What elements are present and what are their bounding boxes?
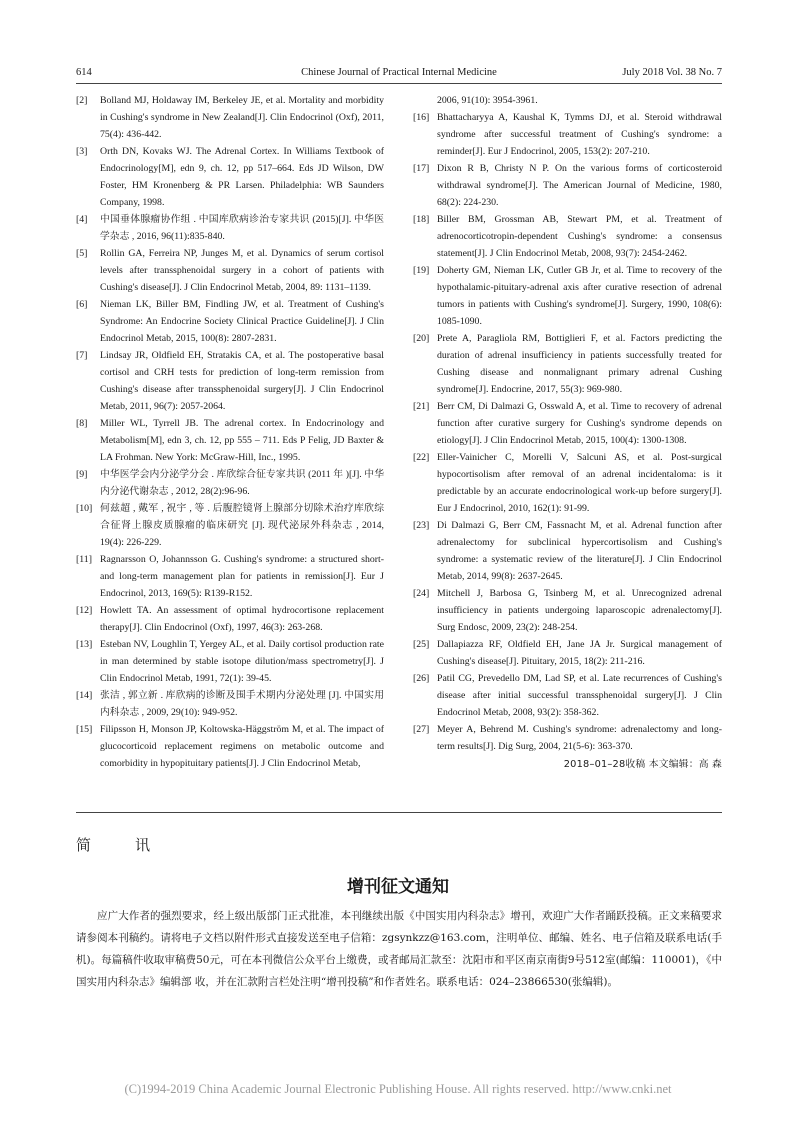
reference-item xyxy=(413,636,722,670)
reference-number: [20] xyxy=(413,333,430,344)
reference-text: 何兹超 , 戴军 , 祝宇 , 等 . 后腹腔镜肾上腺部分切除术治疗库欣综合征肾上腺皮质腺瘤的临床研究 [J]. 现代泌尿外科杂志 , 2014, 19(4): 226-229. xyxy=(100,503,384,548)
reference-text: Dallapiazza RF, Oldfield EH, Jane JA Jr. Surgical management of Cushing's disease[J]. Pituitary, 2015, 18(2): 211-216. xyxy=(437,639,722,667)
reference-item xyxy=(76,687,384,721)
reference-text: Mitchell J, Barbosa G, Tsinberg M, et al. Unrecognized adrenal insufficiency in patients undergoing laparoscopic adrenalectomy[J]. Surg Endosc, 2009, 23(2): 248-254. xyxy=(437,588,722,633)
reference-number: [9] xyxy=(76,469,88,480)
reference-text: 中国垂体腺瘤协作组 . 中国库欣病诊治专家共识 (2015)[J]. 中华医学杂志 , 2016, 96(11):835-840. xyxy=(100,214,384,242)
reference-number: [26] xyxy=(413,673,430,684)
reference-number: [19] xyxy=(413,265,430,276)
reference-text: 中华医学会内分泌学分会 . 库欣综合征专家共识 (2011 年 )[J]. 中华内分泌代谢杂志 , 2012, 28(2):96-96. xyxy=(100,469,384,497)
reference-number: [18] xyxy=(413,214,430,225)
reference-item xyxy=(76,636,384,687)
section-divider xyxy=(76,812,722,813)
reference-item xyxy=(76,500,384,551)
reference-number: [3] xyxy=(76,146,88,157)
reference-text: Esteban NV, Loughlin T, Yergey AL, et al. Daily cortisol production rate in man determined by stable isotope dilution/mass spectrometry[J]. J Clin Endocrinol Metab, 1991, 72(1): 39-45. xyxy=(100,639,384,684)
page-number: 614 xyxy=(76,67,92,78)
notice-title: 增刊征文通知 xyxy=(347,877,449,897)
reference-number: [5] xyxy=(76,248,88,259)
reference-number: [23] xyxy=(413,520,430,531)
references-left-column xyxy=(76,92,384,772)
reference-item xyxy=(76,245,384,296)
journal-title: Chinese Journal of Practical Internal Medicine xyxy=(301,67,497,78)
reference-text: Filipsson H, Monson JP, Koltowska-Häggström M, et al. The impact of glucocorticoid replacement regimens on metabolic outcome and comorbidity in hypopituitary patients[J]. J Clin Endocrinol Metab, xyxy=(100,724,384,769)
copyright-footer: (C)1994-2019 China Academic Journal Electronic Publishing House. All rights reserved. http://www.cnki.net xyxy=(124,1082,672,1096)
reference-number: [12] xyxy=(76,605,93,616)
reference-number: [11] xyxy=(76,554,92,565)
reference-text: Bhattacharyya A, Kaushal K, Tymms DJ, et al. Steroid withdrawal syndrome after successful treatment of Cushing's syndrome: a reminder[J]. Eur J Endocrinol, 2005, 153(2): 207-210. xyxy=(437,112,722,157)
reference-item xyxy=(76,602,384,636)
brief-char-2: 讯 xyxy=(135,836,151,854)
notice-body: 应广大作者的强烈要求，经上级出版部门正式批准，本刊继续出版《中国实用内科杂志》增刊，欢迎广大作者踊跃投稿。正文来稿要求请参阅本刊稿约。请将电子文档以附件形式直接发送至电子信箱：zgsynkzz@163.com，注明单位、邮编、姓名、电子信箱及联系电话(手机)。每篇稿件收取审稿费50元，可在本刊微信公众平台上缴费，或者邮局汇款至：沈阳市和平区南京南街9号512室(邮编：110001)，《中国实用内科杂志》编辑部 收，并在汇款附言栏处注明“增刊投稿”和作者姓名。联系电话：024–23866530(张编辑)。 xyxy=(76,910,722,988)
references-right-column xyxy=(413,92,722,773)
reference-number: [6] xyxy=(76,299,88,310)
reference-text: Nieman LK, Biller BM, Findling JW, et al. Treatment of Cushing's Syndrome: An Endocrine Society Clinical Practice Guideline[J]. J Clin Endocrinol Metab, 2015, 100(8): 2807-2831. xyxy=(100,299,384,344)
reference-item xyxy=(76,347,384,415)
reference-text: Patil CG, Prevedello DM, Lad SP, et al. Late recurrences of Cushing's disease after initial successful transsphenoidal surgery[J]. J Clin Endocrinol Metab, 2008, 93(2): 358-362. xyxy=(437,673,722,718)
brief-char-1: 简 xyxy=(76,836,92,854)
reference-number: [10] xyxy=(76,503,93,514)
reference-item xyxy=(413,262,722,330)
reference-text: Di Dalmazi G, Berr CM, Fassnacht M, et al. Adrenal function after adrenalectomy for subclinical hypercortisolism and Cushing's syndrome: a systematic review of the literature[J]. J Clin Endocrinol Metab, 2014, 99(8): 2637-2645. xyxy=(437,520,722,582)
reference-number: [27] xyxy=(413,724,430,735)
issue-info: July 2018 Vol. 38 No. 7 xyxy=(622,67,722,78)
reference-number: [15] xyxy=(76,724,93,735)
reference-continuation: 2006, 91(10): 3954-3961. xyxy=(437,95,538,106)
reference-text: Berr CM, Di Dalmazi G, Osswald A, et al. Time to recovery of adrenal function after curative surgery for Cushing's syndrome depends on etiology[J]. J Clin Endocrinol Metab, 2015, 100(4): 1300-1308. xyxy=(437,401,722,446)
reference-text: Ragnarsson O, Johannsson G. Cushing's syndrome: a structured short- and long-term management plan for patients in remission[J]. Eur J Endocrinol, 2013, 169(5): R139-R152. xyxy=(100,554,384,599)
reference-text: Lindsay JR, Oldfield EH, Stratakis CA, et al. The postoperative basal cortisol and CRH tests for prediction of long-term remission from Cushing's disease after transsphenoidal surgery[J]. J Clin Endocrinol Metab, 2011, 96(7): 2057-2064. xyxy=(100,350,384,412)
reference-item xyxy=(76,551,384,602)
reference-number: [14] xyxy=(76,690,93,701)
reference-text: 张洁 , 郭立新 . 库欣病的诊断及围手术期内分泌处理 [J]. 中国实用内科杂志 , 2009, 29(10): 949-952. xyxy=(100,690,384,718)
reference-number: [13] xyxy=(76,639,93,650)
reference-item xyxy=(413,670,722,721)
reference-number: [7] xyxy=(76,350,88,361)
reference-item xyxy=(76,415,384,466)
reference-text: Doherty GM, Nieman LK, Cutler GB Jr, et al. Time to recovery of the hypothalamic-pituitary-adrenal axis after curative resection of adrenal tumors in patients with Cushing's syndrome[J]. Surgery, 1990, 108(6): 1085-1090. xyxy=(437,265,722,327)
reference-item xyxy=(413,330,722,398)
reference-number: [22] xyxy=(413,452,430,463)
reference-text: Miller WL, Tyrrell JB. The adrenal cortex. In Endocrinology and Metabolism[M], edn 3, ch. 12, pp 555 – 711. Eds P Felig, JD Baxter & LA Frohman. New York: McGraw-Hill, Inc., 1995. xyxy=(100,418,384,463)
reference-number: [2] xyxy=(76,95,88,106)
reference-text: Biller BM, Grossman AB, Stewart PM, et al. Treatment of adrenocorticotropin-dependent Cushing's syndrome: a consensus statement[J]. J Clin Endocrinol Metab, 2008, 93(7): 2454-2462. xyxy=(437,214,722,259)
reference-item xyxy=(76,143,384,211)
reference-number: [17] xyxy=(413,163,430,174)
reference-number: [25] xyxy=(413,639,430,650)
reference-text: Eller-Vainicher C, Morelli V, Salcuni AS, et al. Post-surgical hypocortisolism after removal of an adrenal incidentaloma: is it predictable by an accurate endocrinological work-up before surgery[J]. Eur J Endocrinol, 2010, 162(1): 91-99. xyxy=(437,452,722,514)
reference-text: Bolland MJ, Holdaway IM, Berkeley JE, et al. Mortality and morbidity in Cushing's syndrome in New Zealand[J]. Clin Endocrinol (Oxf), 2011, 75(4): 436-442. xyxy=(100,95,384,140)
running-header xyxy=(76,66,722,80)
brief-news-heading xyxy=(76,834,150,855)
reference-number: [8] xyxy=(76,418,88,429)
reference-item xyxy=(413,721,722,755)
reference-item xyxy=(413,398,722,449)
reference-item xyxy=(76,296,384,347)
reference-number: [21] xyxy=(413,401,430,412)
reference-number: [4] xyxy=(76,214,88,225)
reference-item xyxy=(413,517,722,585)
received-date-editor: 2018–01–28收稿 本文编辑：高 森 xyxy=(563,759,722,770)
reference-text: Orth DN, Kovaks WJ. The Adrenal Cortex. In Williams Textbook of Endocrinology[M], edn 9, ch. 12, pp 517–664. Eds JD Wilson, DW Foster, HM Kronenberg & PR Larsen. Philadelphia: WB Saunders Company, 1998. xyxy=(100,146,384,208)
reference-item xyxy=(76,92,384,143)
reference-item xyxy=(76,466,384,500)
reference-text: Meyer A, Behrend M. Cushing's syndrome: adrenalectomy and long-term results[J]. Dig Surg, 2004, 21(5-6): 363-370. xyxy=(437,724,722,752)
reference-item xyxy=(76,211,384,245)
reference-item xyxy=(76,721,384,772)
reference-text: Howlett TA. An assessment of optimal hydrocortisone replacement therapy[J]. Clin Endocrinol (Oxf), 1997, 46(3): 263-268. xyxy=(100,605,384,633)
reference-item xyxy=(413,449,722,517)
reference-item xyxy=(413,160,722,211)
reference-item xyxy=(413,211,722,262)
reference-item xyxy=(413,585,722,636)
reference-text: Dixon R B, Christy N P. On the various forms of corticosteroid withdrawal syndrome[J]. The American Journal of Medicine, 1980, 68(2): 224-230. xyxy=(437,163,722,208)
reference-text: Prete A, Paragliola RM, Bottiglieri F, et al. Factors predicting the duration of adrenal insufficiency in patients successfully treated for Cushing disease and nonmalignant primary adrenal Cushing syndrome[J]. Endocrine, 2017, 55(3): 969-980. xyxy=(437,333,722,395)
reference-item xyxy=(413,109,722,160)
reference-number: [24] xyxy=(413,588,430,599)
reference-text: Rollin GA, Ferreira NP, Junges M, et al. Dynamics of serum cortisol levels after transsphenoidal surgery in a cohort of patients with Cushing's disease[J]. J Clin Endocrinol Metab, 2004, 89: 1131–1139. xyxy=(100,248,384,293)
header-rule xyxy=(76,83,722,84)
reference-number: [16] xyxy=(413,112,430,123)
